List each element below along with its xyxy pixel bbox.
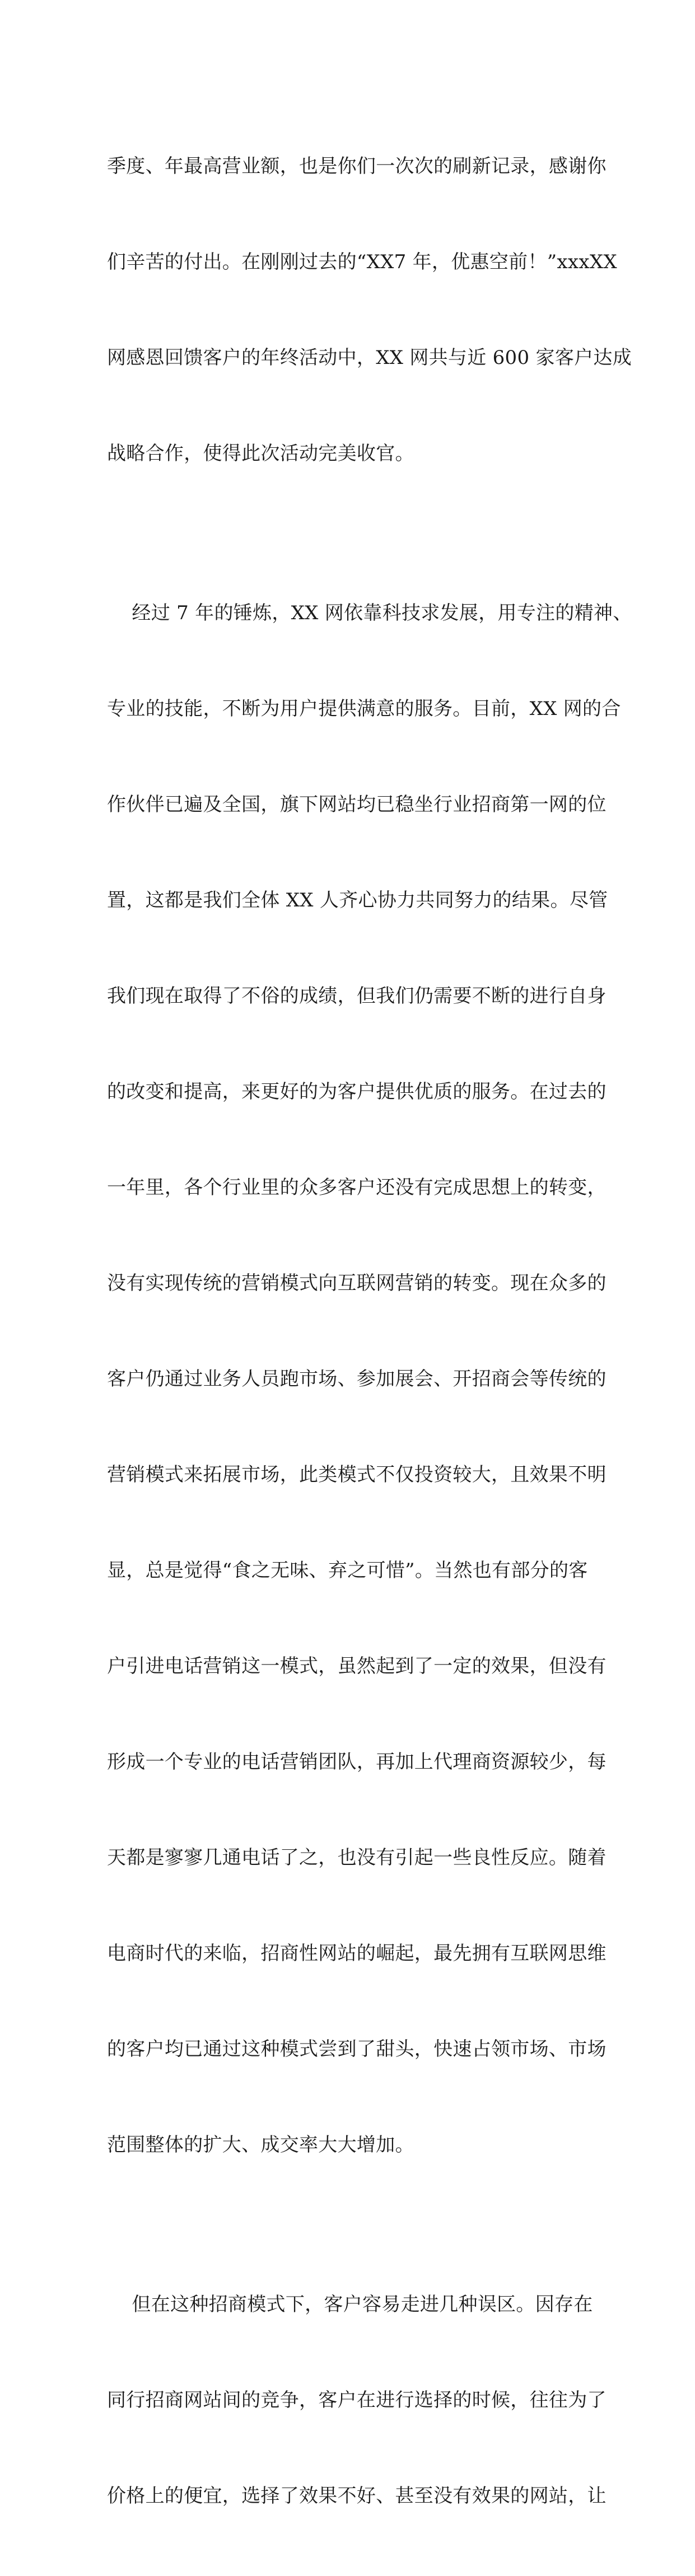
text-line: 战略合作，使得此次活动完美收官。 (107, 442, 414, 465)
text-line: 们辛苦的付出。在刚刚过去的“XX7 年，优惠空前！”xxxXX (107, 251, 617, 273)
paragraph-3 (107, 2225, 607, 2576)
text-line: 一年里，各个行业里的众多客户还没有完成思想上的转变， (107, 1176, 607, 1199)
text-line: 网感恩回馈客户的年终活动中，XX 网共与近 600 家客户达成 (107, 347, 632, 369)
text-line: 作伙伴已遍及全国，旗下网站均已稳坐行业招商第一网的位 (107, 793, 607, 816)
text-line: 同行招商网站间的竞争，客户在进行选择的时候，往往为了 (107, 2389, 607, 2411)
text-line: 户引进电话营销这一模式，虽然起到了一定的效果，但没有 (107, 1655, 607, 1677)
text-line: 营销模式来拓展市场，此类模式不仅投资较大，且效果不明 (107, 1464, 607, 1486)
body-text (107, 87, 632, 2576)
text-line: 客户仍通过业务人员跑市场、参加展会、开招商会等传统的 (107, 1368, 607, 1390)
paragraph-1 (107, 87, 632, 534)
text-line: 的改变和提高，来更好的为客户提供优质的服务。在过去的 (107, 1081, 607, 1103)
text-line: 专业的技能，不断为用户提供满意的服务。目前，XX 网的合 (107, 698, 621, 720)
text-line: 经过 7 年的锤炼，XX 网依靠科技求发展，用专注的精神、 (107, 602, 632, 624)
text-line: 季度、年最高营业额，也是你们一次次的刷新记录，感谢你 (107, 155, 607, 177)
text-line: 的客户均已通过这种模式尝到了甜头，快速占领市场、市场 (107, 2038, 607, 2060)
text-line: 天都是寥寥几通电话了之，也没有引起一些良性反应。随着 (107, 1846, 607, 1869)
text-line: 置，这都是我们全体 XX 人齐心协力共同努力的结果。尽管 (107, 889, 608, 911)
text-line: 没有实现传统的营销模式向互联网营销的转变。现在众多的 (107, 1272, 607, 1294)
text-line: 显，总是觉得“食之无味、弃之可惜”。当然也有部分的客 (107, 1559, 588, 1582)
text-line: 范围整体的扩大、成交率大大增加。 (107, 2134, 414, 2156)
paragraph-2 (107, 534, 632, 2225)
text-line: 我们现在取得了不俗的成绩，但我们仍需要不断的进行自身 (107, 985, 607, 1007)
text-line: 电商时代的来临，招商性网站的崛起，最先拥有互联网思维 (107, 1942, 607, 1965)
text-line: 形成一个专业的电话营销团队，再加上代理商资源较少，每 (107, 1751, 607, 1773)
text-line: 但在这种招商模式下，客户容易走进几种误区。因存在 (107, 2293, 593, 2316)
text-line: 价格上的便宜，选择了效果不好、甚至没有效果的网站，让 (107, 2485, 607, 2507)
